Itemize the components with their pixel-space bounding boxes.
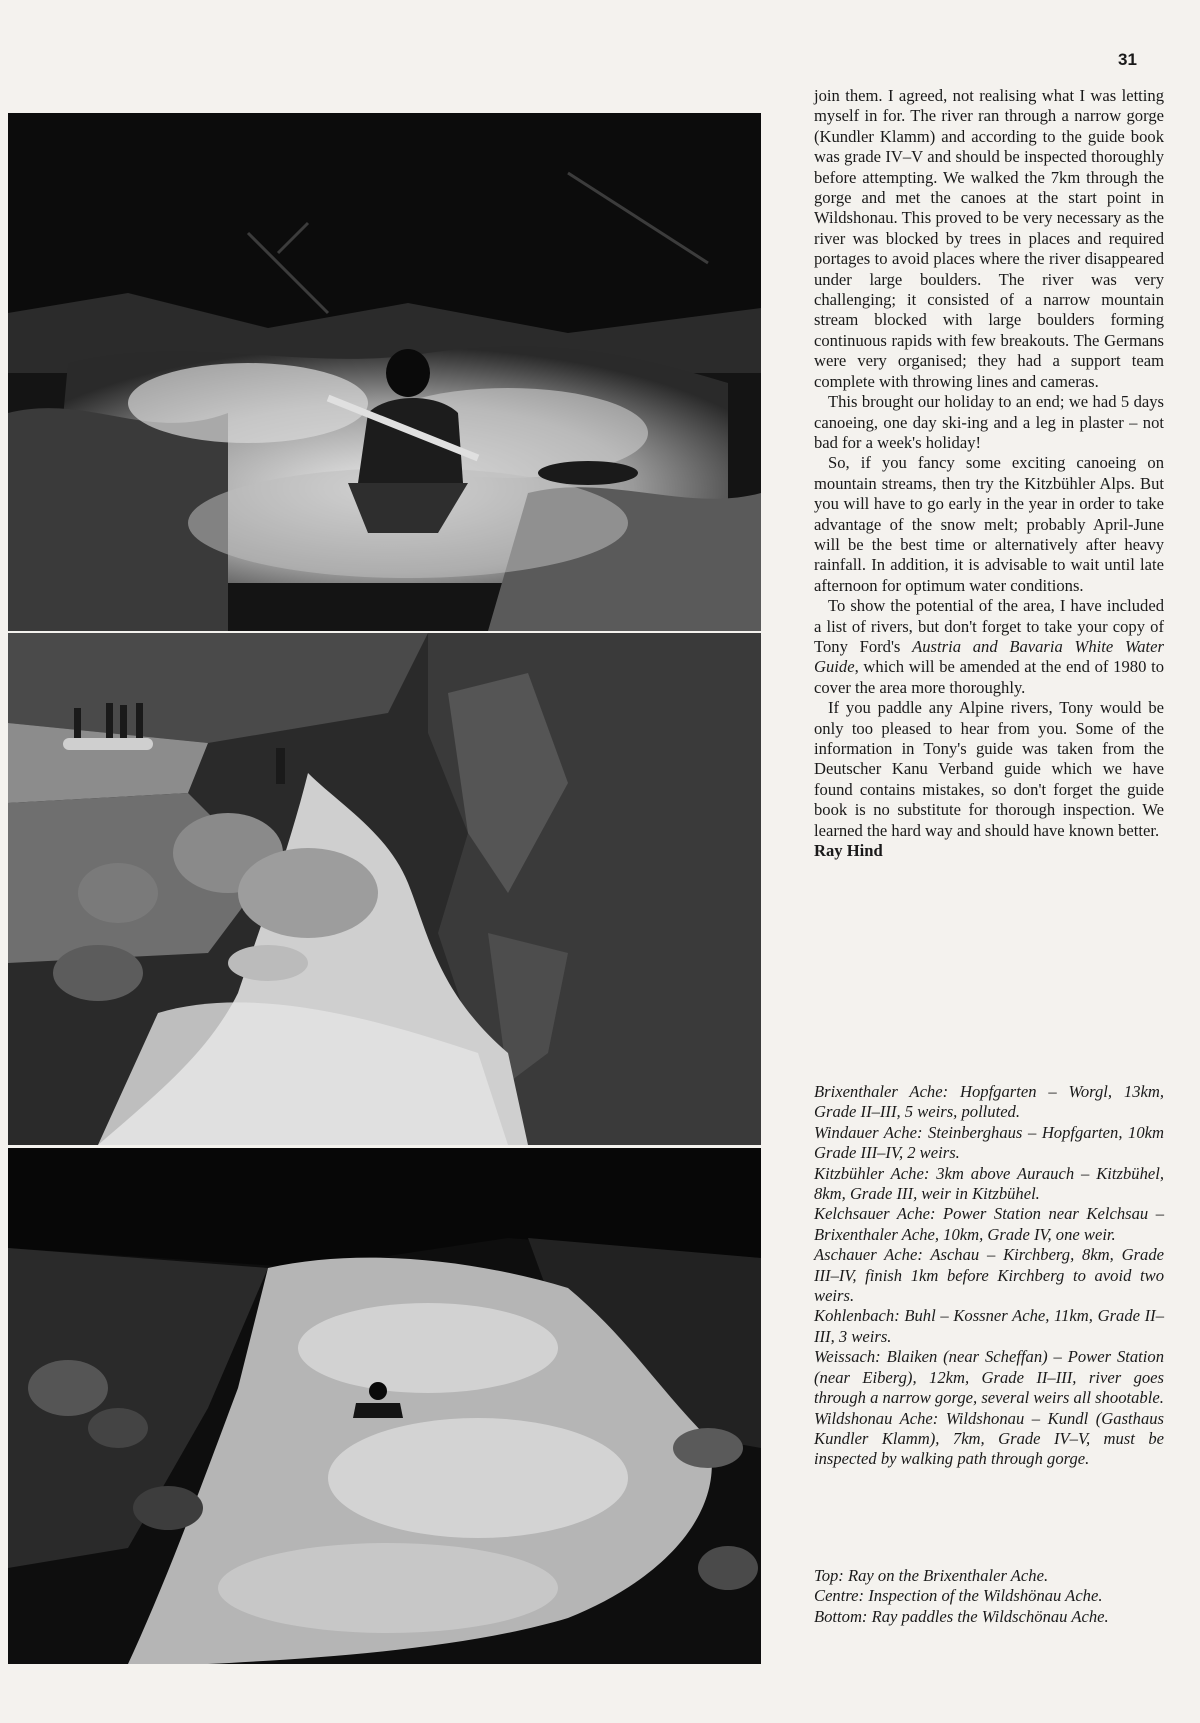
river-entry: Kohlenbach: Buhl – Kossner Ache, 11km, Grade II–III, 3 weirs. bbox=[814, 1306, 1164, 1346]
article-paragraph-2: This brought our holiday to an end; we had 5 days canoeing, one day ski-ing and a leg in plaster – not bad for a week's holiday! bbox=[814, 392, 1164, 452]
caption-top: Top: Ray on the Brixenthaler Ache. bbox=[814, 1566, 1049, 1585]
river-entry: Wildshonau Ache: Wildshonau – Kundl (Gasthaus Kundler Klamm), 7km, Grade IV–V, must be inspected by walking path through gorge. bbox=[814, 1408, 1164, 1469]
article-paragraph-4 bbox=[814, 596, 1164, 698]
article-body bbox=[814, 86, 1164, 861]
gorge-inspection-photo bbox=[8, 633, 761, 1145]
page-number: 31 bbox=[1118, 50, 1137, 69]
author-name: Ray Hind bbox=[814, 841, 883, 861]
article-paragraph-4-before: To show the potential of the area, I have included a list of rivers, but don't forget to take your copy of Tony Ford's bbox=[814, 596, 1164, 656]
river-entry: Kelchsauer Ache: Power Station near Kelchsau – Brixenthaler Ache, 10km, Grade IV, one weir. bbox=[814, 1204, 1164, 1244]
kayaker-rapids-photo bbox=[8, 113, 761, 631]
photo-captions bbox=[814, 1566, 1164, 1627]
article-paragraph-1: join them. I agreed, not realising what I was letting myself in for. The river ran through a narrow gorge (Kundler Klamm) and according to the guide book was grade IV–V and should be inspected thoroughly before attempting. We walked the 7km through the gorge and met the canoes at the start point in Wildshonau. This proved to be very necessary as the river was blocked by trees in places and required portages to avoid places where the river disappeared under large boulders. The river was very challenging; it consisted of a narrow mountain stream blocked with large boulders forming continuous rapids with few breakouts. The Germans were very organised; they had a support team complete with throwing lines and cameras. bbox=[814, 86, 1164, 391]
guide-title: Austria and Bavaria White Water Guide bbox=[814, 636, 1164, 677]
caption-centre: Centre: Inspection of the Wildshönau Ache. bbox=[814, 1586, 1103, 1606]
article-paragraph-3: So, if you fancy some exciting canoeing on mountain streams, then try the Kitzbühler Alps. But you will have to go early in the year in order to take advantage of the snow melt; probably April-June will be the best time or alternatively after heavy rainfall. In addition, it is advisable to wait until late afternoon for optimum water conditions. bbox=[814, 453, 1164, 595]
river-entry: Aschauer Ache: Aschau – Kirchberg, 8km, Grade III–IV, finish 1km before Kirchberg to avoid two weirs. bbox=[814, 1245, 1164, 1306]
river-entry: Brixenthaler Ache: Hopfgarten – Worgl, 13km, Grade II–III, 5 weirs, polluted. bbox=[814, 1082, 1164, 1122]
article-paragraph-4-after: , which will be amended at the end of 1980 to cover the area more thoroughly. bbox=[814, 657, 1164, 697]
river-entry: Kitzbühler Ache: 3km above Aurauch – Kitzbühel, 8km, Grade III, weir in Kitzbühel. bbox=[814, 1163, 1164, 1204]
caption-bottom: Bottom: Ray paddles the Wildschönau Ache. bbox=[814, 1606, 1109, 1626]
river-entry: Weissach: Blaiken (near Scheffan) – Power Station (near Eiberg), 12km, Grade II–III, river goes through a narrow gorge, several weirs all shootable. bbox=[814, 1347, 1164, 1408]
river-entry: Windauer Ache: Steinberghaus – Hopfgarten, 10km Grade III–IV, 2 weirs. bbox=[814, 1122, 1164, 1163]
river-list bbox=[814, 1082, 1164, 1470]
kayaker-whitewater-photo bbox=[8, 1148, 761, 1664]
article-paragraph-5: If you paddle any Alpine rivers, Tony would be only too pleased to hear from you. Some of the information in Tony's guide was taken from the Deutscher Kanu Verband guide which we have found contains mistakes, so don't forget the guide book is no substitute for thorough inspection. We learned the hard way and should have known better. bbox=[814, 698, 1164, 840]
